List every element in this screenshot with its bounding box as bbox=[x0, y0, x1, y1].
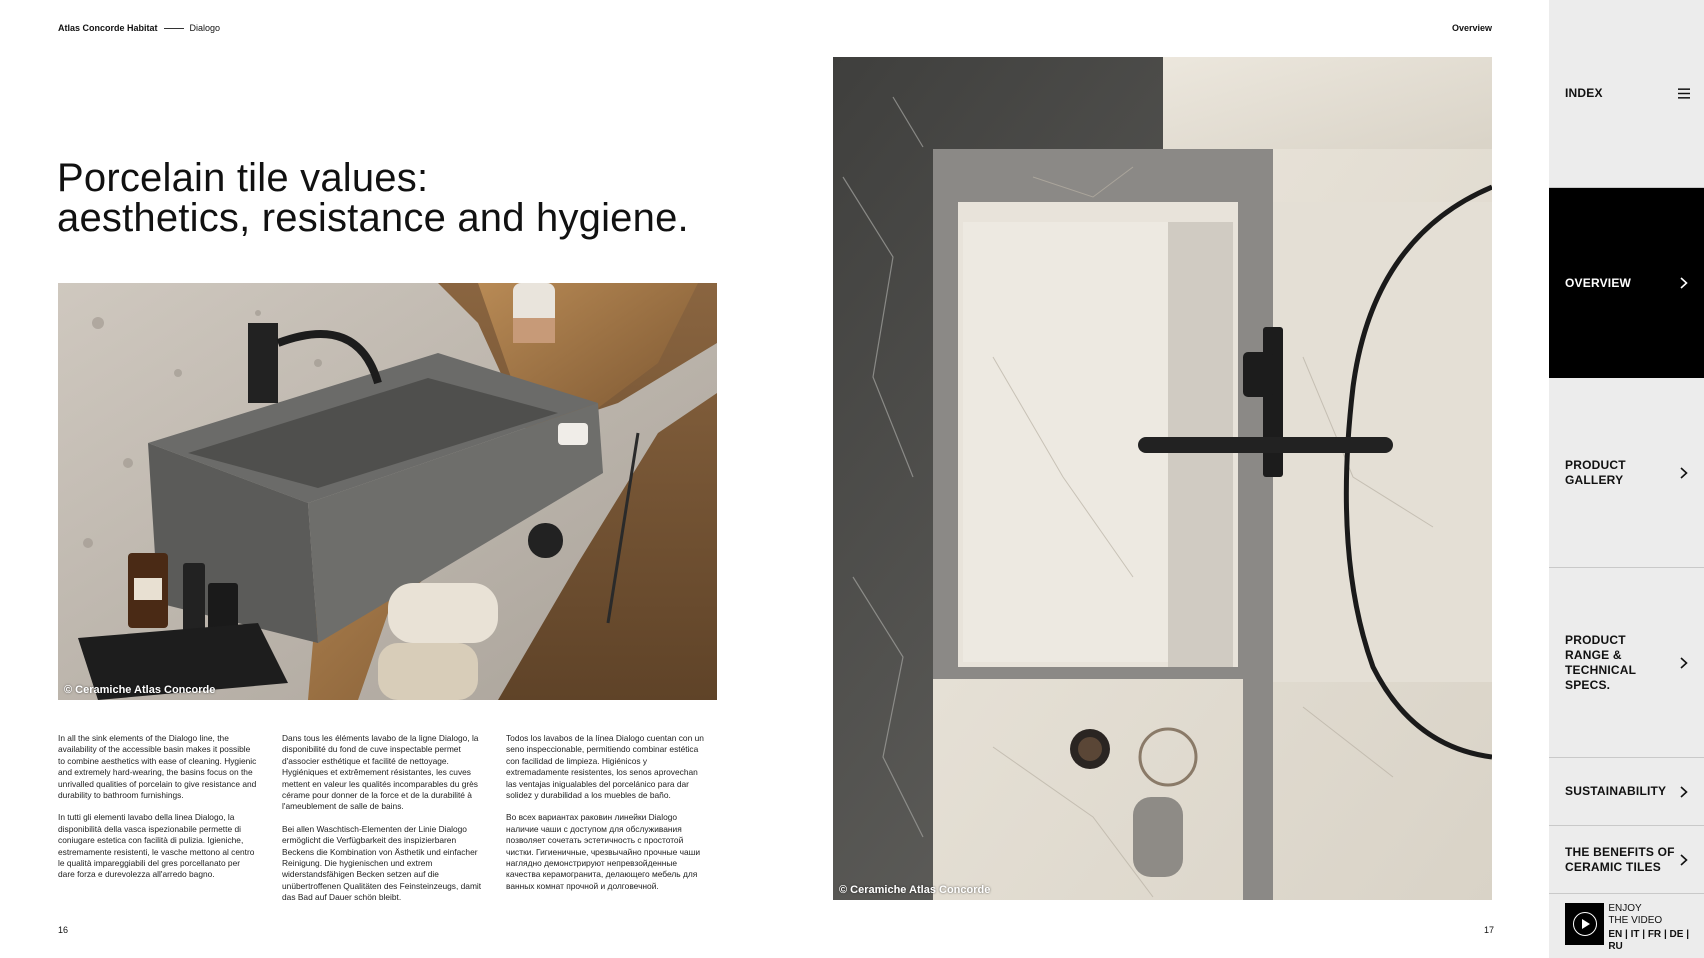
lang-separator: | bbox=[1683, 929, 1690, 940]
basin-photo-right bbox=[833, 57, 1492, 900]
video-caption bbox=[1608, 903, 1700, 952]
paragraph-de: Bei allen Waschtisch-Elementen der Linie Dialogo ermöglicht die Verfügbarkeit des inspizierbaren Beckens die Kombination von Ästhetik und einfacher Reinigung. Die hygienischen und extrem widerstandsfähigen Becken setzen auf die unübertroffenen Qualitäten des Feinsteinzeugs, damit das Bad auf Dauer schön bleibt. bbox=[282, 823, 482, 903]
sidebar-item-label: THE BENEFITS OF CERAMIC TILES bbox=[1565, 844, 1675, 874]
paragraph-fr: Dans tous les éléments lavabo de la ligne Dialogo, la disponibilité du fond de cuve inspectable permet d'associer esthétique et facilité de nettoyage. Hygiéniques et extrêmement résistantes, les cuves mettent en valeur les qualités incomparables du grès cérame pour donner de la force et de la durabilité à l'ameublement de salle de bains. bbox=[282, 733, 479, 812]
sidebar-item-label: OVERVIEW bbox=[1565, 275, 1632, 290]
paragraph-es: Todos los lavabos de la línea Dialogo cuentan con un seno inspeccionable, permitiendo combinar estética con facilidad de limpieza. Higiénicos y extremadamente resistentes, los senos aprovechan las ventajas inigualables del porcelánico para dar solidez y durabilidad a los muebles de baño. bbox=[506, 733, 704, 801]
menu-icon bbox=[1678, 88, 1690, 100]
page-headline bbox=[57, 158, 689, 238]
text-column-3 bbox=[506, 733, 706, 915]
headline-line-1: Porcelain tile values: bbox=[57, 156, 429, 200]
sidebar-item-label: PRODUCT RANGE & TECHNICAL SPECS. bbox=[1565, 632, 1637, 692]
page-number-right: 17 bbox=[1484, 925, 1495, 935]
lang-separator: | bbox=[1661, 929, 1670, 940]
chevron-right-icon bbox=[1678, 277, 1690, 289]
page-number-left: 16 bbox=[58, 925, 69, 935]
sidebar-item-sustainability[interactable] bbox=[1549, 758, 1704, 826]
lang-en[interactable]: EN bbox=[1608, 929, 1623, 940]
multilingual-text bbox=[58, 733, 718, 915]
brand-name: Atlas Concorde Habitat bbox=[58, 23, 158, 33]
sidebar-item-product-gallery[interactable] bbox=[1549, 378, 1704, 568]
paragraph-it: In tutti gli elementi lavabo della linea Dialogo, la disponibilità della vasca ispezionabile permette di coniugare estetica con facilità di pulizia. Igieniche, estremamente resistenti, le vasche mettono al centro le qualità impareggiabili del gres porcellanato per dare forza e durevolezza all'arredo bagno. bbox=[58, 812, 255, 880]
play-video-button[interactable] bbox=[1565, 903, 1604, 945]
chevron-right-icon bbox=[1678, 467, 1690, 479]
sidebar-nav bbox=[1549, 0, 1704, 958]
headline-line-2: aesthetics, resistance and hygiene. bbox=[57, 196, 689, 240]
photo-credit-left: © Ceramiche Atlas Concorde bbox=[64, 684, 216, 696]
marble-basin-illustration bbox=[833, 57, 1492, 900]
video-panel bbox=[1565, 903, 1700, 952]
text-column-2 bbox=[282, 733, 482, 915]
section-label: Overview bbox=[1452, 23, 1493, 33]
lang-fr[interactable]: FR bbox=[1647, 929, 1662, 940]
sidebar-item-benefits[interactable] bbox=[1549, 826, 1704, 894]
video-caption-line-1: ENJOY bbox=[1608, 903, 1642, 914]
lang-separator: | bbox=[1639, 929, 1648, 940]
basin-illustration bbox=[58, 283, 717, 700]
video-caption-line-2: THE VIDEO bbox=[1608, 915, 1663, 926]
header-divider bbox=[164, 28, 184, 29]
lang-de[interactable]: DE bbox=[1669, 929, 1684, 940]
play-icon bbox=[1573, 912, 1597, 936]
chevron-right-icon bbox=[1678, 657, 1690, 669]
lang-separator: | bbox=[1622, 929, 1631, 940]
language-selector bbox=[1608, 929, 1700, 953]
sidebar-item-label: INDEX bbox=[1565, 86, 1603, 100]
collection-name: Dialogo bbox=[189, 23, 221, 33]
sidebar-item-index[interactable] bbox=[1549, 0, 1704, 188]
photo-credit-right: © Ceramiche Atlas Concorde bbox=[839, 884, 991, 896]
text-column-1 bbox=[58, 733, 258, 915]
basin-photo-left bbox=[58, 283, 717, 700]
sidebar-item-overview[interactable] bbox=[1549, 188, 1704, 378]
running-header bbox=[58, 23, 220, 33]
sidebar-item-label: PRODUCT GALLERY bbox=[1565, 457, 1626, 487]
sidebar-item-product-range[interactable] bbox=[1549, 568, 1704, 758]
paragraph-en: In all the sink elements of the Dialogo line, the availability of the accessible basin makes it possible to combine aesthetics with ease of cleaning. Hygienic and extremely hard-wearing, the basins focus on the unrivalled qualities of porcelain to give resistance and durability to bathroom furnishings. bbox=[58, 733, 257, 801]
sidebar-item-label: SUSTAINABILITY bbox=[1565, 784, 1667, 798]
lang-it[interactable]: IT bbox=[1630, 929, 1640, 940]
lang-ru[interactable]: RU bbox=[1608, 941, 1623, 952]
paragraph-ru: Во всех вариантах раковин линейки Dialogo наличие чаши с доступом для обслуживания позволяет сочетать эстетичность с простотой чистки. Гигиеничные, чрезвычайно прочные чаши наглядно демонстрируют непревзойденные качества керамогранита, делающего мебель для ванных комнат прочной и долговечной. bbox=[506, 812, 701, 891]
chevron-right-icon bbox=[1678, 786, 1690, 798]
chevron-right-icon bbox=[1678, 854, 1690, 866]
